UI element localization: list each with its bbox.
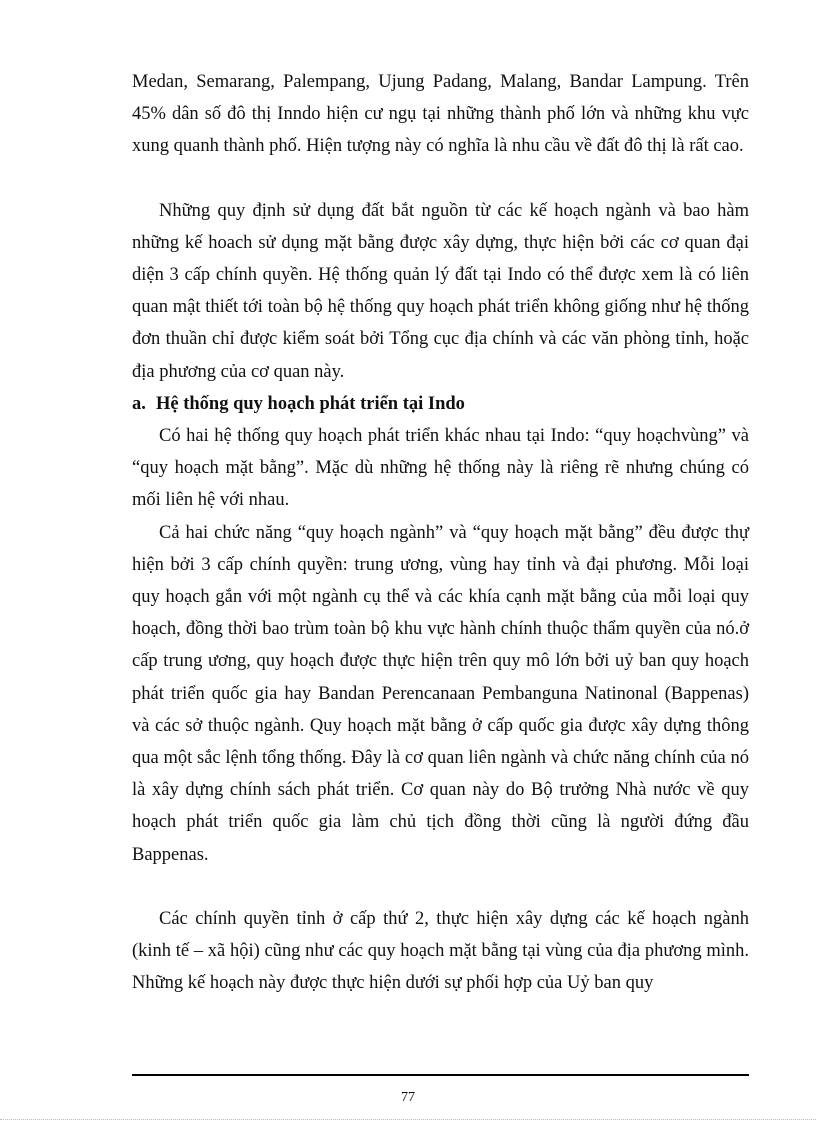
paragraph-planning-functions: Cả hai chức năng “quy hoạch ngành” và “quy hoạch mặt bằng” đều được thự hiện bởi 3 cấp chính quyền: trung ương, vùng hay tỉnh và đại phương. Mỗi loại quy hoạch gắn với một ngành cụ thể và các khía cạnh mặt bằng của mỗi loại quy hoạch, đồng thời bao trùm toàn bộ khu vực hành chính thuộc thẩm quyền của nó.ở cấp trung ương, quy hoạch được thực hiện trên quy mô lớn bởi uỷ ban quy hoạch phát triển quốc gia hay Bandan Perencanaan Pembanguna Natinonal (Bappenas) và các sở thuộc ngành. Quy hoạch mặt bằng ở cấp quốc gia được xây dựng thông qua một sắc lệnh tổng thống. Đây là cơ quan liên ngành và chức năng chính của nó là xây dựng chính sách phát triển. Cơ quan này do Bộ trưởng Nhà nước về quy hoạch phát triển quốc gia làm chủ tịch đồng thời cũng là người đứng đầu Bappenas. xyxy=(132,522,749,865)
paragraph-continuation: Medan, Semarang, Palempang, Ujung Padang, Malang, Bandar Lampung. Trên 45% dân số đô thị Inndo hiện cư ngụ tại những thành phố lớn và những khu vực xung quanh thành phố. Hiện tượng này có nghĩa là nhu cầu về đất đô thị là rất cao. xyxy=(132,72,749,157)
section-heading xyxy=(132,388,749,420)
paragraph-land-regulations: Những quy định sử dụng đất bắt nguồn từ các kế hoạch ngành và bao hàm những kế hoach sử dụng mặt bằng được xây dựng, thực hiện bởi các cơ quan đại diện 3 cấp chính quyền. Hệ thống quản lý đất tại Indo có thể được xem là có liên quan mật thiết tới toàn bộ hệ thống quy hoạch phát triển không giống như hệ thống đơn thuần chỉ được kiểm soát bởi Tổng cục địa chính và các văn phòng tỉnh, hoặc địa phương của cơ quan này. xyxy=(132,200,749,382)
footer-rule xyxy=(132,1074,749,1076)
paragraph-provincial-governments: Các chính quyền tỉnh ở cấp thứ 2, thực hiện xây dựng các kế hoạch ngành (kinh tế – xã hội) cũng như các quy hoạch mặt bằng tại vùng của địa phương mình. Những kế hoạch này được thực hiện dưới sự phối hợp của Uỷ ban quy xyxy=(132,908,749,994)
section-heading-text: Hệ thống quy hoạch phát triển tại Indo xyxy=(156,393,465,414)
page-edge-divider xyxy=(0,1119,816,1120)
section-heading-label: a. xyxy=(132,393,146,414)
paragraph-two-systems: Có hai hệ thống quy hoạch phát triển khác nhau tại Indo: “quy hoạchvùng” và “quy hoạch mặt bằng”. Mặc dù những hệ thống này là riêng rẽ nhưng chúng có mối liên hệ với nhau. xyxy=(132,426,749,511)
page-number: 77 xyxy=(401,1090,415,1105)
page-body xyxy=(132,66,749,999)
